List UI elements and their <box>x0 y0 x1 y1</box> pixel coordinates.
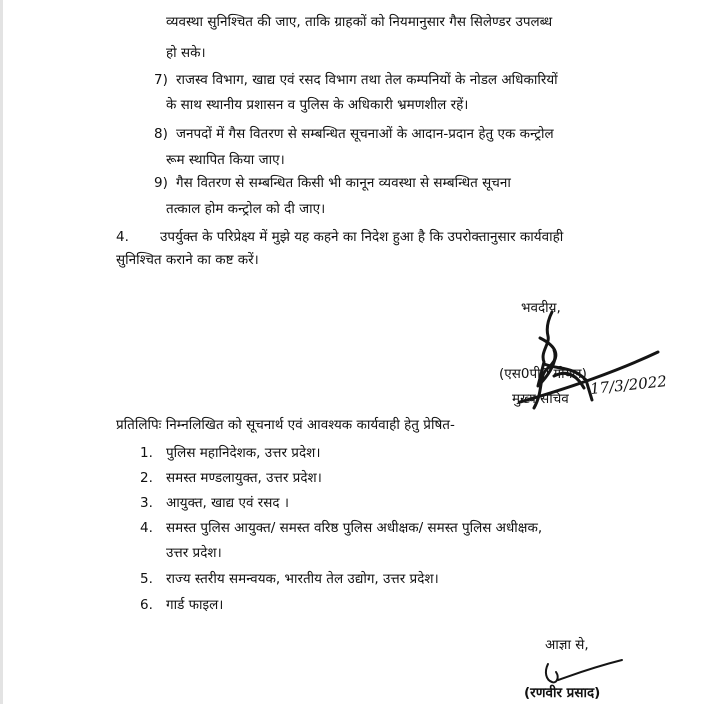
point-8-number: 8) <box>154 126 168 142</box>
copy-item-4-number: 4. <box>140 520 153 536</box>
para-4-line-2: सुनिश्चित कराने का कष्ट करें। <box>116 252 259 268</box>
order-name: (रणवीर प्रसाद) <box>524 685 601 701</box>
point-7-number: 7) <box>154 72 168 88</box>
page-edge <box>0 0 3 704</box>
copy-item-3: आयुक्त, खाद्य एवं रसद । <box>166 495 289 511</box>
para-4-number: 4. <box>116 229 129 245</box>
copy-item-3-number: 3. <box>140 495 153 511</box>
point-9-line-1: गैस वितरण से सम्बन्धित किसी भी कानून व्यवस्था से सम्बन्धित सूचना <box>176 175 511 191</box>
copy-item-4-line-2: उत्तर प्रदेश। <box>166 545 222 561</box>
continuation-line-2: हो सके। <box>166 45 206 61</box>
sender-signature <box>500 290 700 420</box>
copy-item-2-number: 2. <box>140 470 153 486</box>
point-9-number: 9) <box>154 175 168 191</box>
continuation-line-1: व्यवस्था सुनिश्चित की जाए, ताकि ग्राहकों को नियमानुसार गैस सिलेण्डर उपलब्ध <box>166 14 553 30</box>
point-8-line-2: रूम स्थापित किया जाए। <box>166 152 285 168</box>
point-8-line-1: जनपदों में गैस वितरण से सम्बन्धित सूचनाओं के आदान-प्रदान हेतु एक कन्ट्रोल <box>176 126 554 142</box>
copy-item-1: पुलिस महानिदेशक, उत्तर प्रदेश। <box>166 445 321 461</box>
copy-item-1-number: 1. <box>140 445 153 461</box>
copy-item-6-number: 6. <box>140 597 153 613</box>
order-phrase: आज्ञा से, <box>545 637 589 653</box>
copy-item-4-line-1: समस्त पुलिस आयुक्त/ समस्त वरिष्ठ पुलिस अधीक्षक/ समस्त पुलिस अधीक्षक, <box>166 520 543 536</box>
copy-item-6: गार्ड फाइल। <box>166 597 224 613</box>
copy-item-2: समस्त मण्डलायुक्त, उत्तर प्रदेश। <box>166 470 322 486</box>
copy-item-5: राज्य स्तरीय समन्वयक, भारतीय तेल उद्योग, उत्तर प्रदेश। <box>166 571 439 587</box>
handwritten-date: 17/3/2022 <box>589 372 668 398</box>
point-7-line-1: राजस्व विभाग, खाद्य एवं रसद विभाग तथा तेल कम्पनियों के नोडल अधिकारियों <box>176 72 558 88</box>
closing-text: भवदीय, <box>521 300 561 316</box>
para-4-line-1: उपर्युक्त के परिप्रेक्ष्य में मुझे यह कहने का निदेश हुआ है कि उपरोक्तानुसार कार्यवाही <box>160 229 564 245</box>
copy-item-5-number: 5. <box>140 571 153 587</box>
point-7-line-2: के साथ स्थानीय प्रशासन व पुलिस के अधिकारी भ्रमणशील रहें। <box>166 97 469 113</box>
point-9-line-2: तत्काल होम कन्ट्रोल को दी जाए। <box>166 201 326 217</box>
copy-intro: प्रतिलिपिः निम्नलिखित को सूचनार्थ एवं आवश्यक कार्यवाही हेतु प्रेषित- <box>116 417 455 433</box>
sender-name: (एस0पी0 गोयल) <box>499 366 587 382</box>
sender-designation: मुख्य सचिव <box>512 391 569 407</box>
